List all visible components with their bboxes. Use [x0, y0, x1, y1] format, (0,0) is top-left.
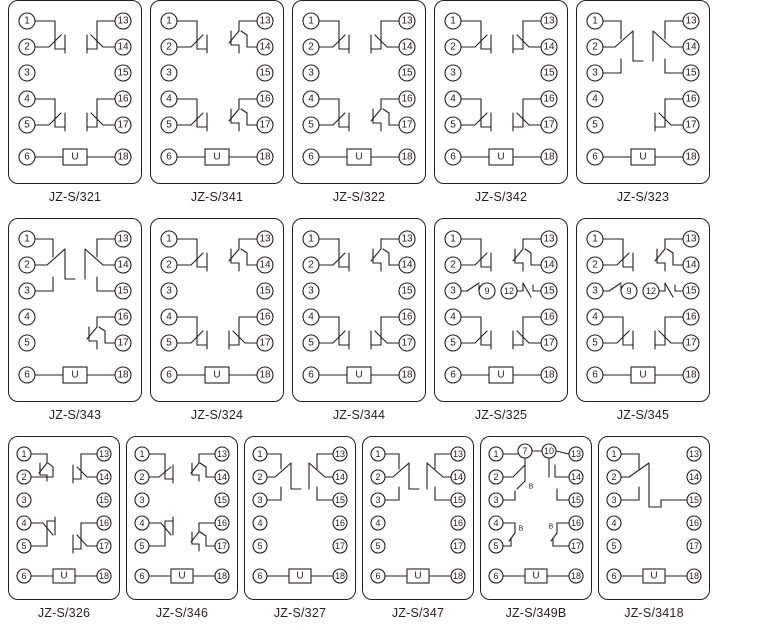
svg-text:14: 14: [117, 259, 129, 271]
svg-text:17: 17: [452, 541, 464, 551]
diagram-caption: JZ-S/346: [155, 606, 209, 620]
svg-text:14: 14: [570, 472, 582, 482]
svg-text:3: 3: [375, 495, 381, 505]
svg-text:14: 14: [216, 472, 228, 482]
svg-text:2: 2: [257, 472, 263, 482]
diagram-row-3: [0, 436, 767, 620]
svg-text:5: 5: [592, 119, 598, 131]
svg-text:17: 17: [259, 119, 271, 131]
svg-text:18: 18: [685, 151, 697, 163]
svg-text:4: 4: [592, 93, 598, 105]
svg-text:6: 6: [166, 151, 172, 163]
svg-text:16: 16: [259, 93, 271, 105]
svg-text:U: U: [355, 151, 363, 163]
svg-text:14: 14: [688, 472, 700, 482]
svg-text:16: 16: [685, 311, 697, 323]
svg-text:16: 16: [452, 518, 464, 528]
diagram-caption: JZ-S/345: [616, 408, 670, 422]
svg-text:B: B: [518, 525, 524, 533]
svg-text:13: 13: [685, 15, 697, 27]
svg-text:2: 2: [24, 41, 30, 53]
diagram-cell: [150, 218, 284, 422]
svg-text:1: 1: [375, 449, 381, 459]
diagram-panel: [150, 0, 284, 184]
svg-text:4: 4: [375, 518, 381, 528]
svg-text:1: 1: [611, 449, 617, 459]
diagram-panel: [292, 0, 426, 184]
svg-text:14: 14: [543, 41, 555, 53]
svg-text:U: U: [414, 570, 422, 582]
diagram-panel: [576, 218, 710, 402]
svg-text:10: 10: [543, 446, 555, 456]
svg-text:9: 9: [484, 286, 490, 296]
svg-text:15: 15: [570, 495, 582, 505]
svg-text:4: 4: [493, 518, 499, 528]
svg-text:13: 13: [543, 233, 555, 245]
diagram-caption: JZ-S/323: [616, 190, 670, 204]
diagram-caption: JZ-S/347: [391, 606, 445, 620]
svg-text:2: 2: [21, 472, 27, 482]
svg-text:6: 6: [592, 369, 598, 381]
svg-text:3: 3: [24, 285, 30, 297]
svg-text:14: 14: [259, 259, 271, 271]
svg-text:5: 5: [611, 541, 617, 551]
svg-text:6: 6: [450, 369, 456, 381]
svg-text:18: 18: [259, 151, 271, 163]
svg-text:6: 6: [308, 151, 314, 163]
svg-text:3: 3: [308, 67, 314, 79]
svg-text:13: 13: [259, 15, 271, 27]
svg-text:4: 4: [139, 518, 145, 528]
svg-text:16: 16: [98, 518, 110, 528]
svg-text:U: U: [639, 151, 647, 163]
svg-text:5: 5: [308, 337, 314, 349]
svg-text:17: 17: [117, 119, 129, 131]
svg-text:1: 1: [450, 15, 456, 27]
svg-text:18: 18: [401, 151, 413, 163]
svg-text:7: 7: [522, 446, 528, 456]
svg-text:17: 17: [570, 541, 582, 551]
svg-text:1: 1: [257, 449, 263, 459]
svg-text:14: 14: [543, 259, 555, 271]
svg-text:6: 6: [308, 369, 314, 381]
svg-text:2: 2: [592, 41, 598, 53]
diagram-caption: JZ-S/343: [48, 408, 102, 422]
svg-text:3: 3: [166, 67, 172, 79]
svg-text:13: 13: [334, 449, 346, 459]
svg-text:15: 15: [401, 285, 413, 297]
svg-text:U: U: [71, 369, 79, 381]
svg-text:5: 5: [24, 119, 30, 131]
diagram-row-1: [0, 0, 767, 204]
diagram-cell: [8, 218, 142, 422]
svg-text:16: 16: [117, 311, 129, 323]
svg-text:4: 4: [450, 93, 456, 105]
svg-text:17: 17: [98, 541, 110, 551]
svg-text:6: 6: [139, 571, 145, 581]
diagram-cell: [292, 0, 426, 204]
diagram-panel: [598, 436, 710, 600]
diagram-cell: [434, 0, 568, 204]
svg-text:4: 4: [611, 518, 617, 528]
svg-text:16: 16: [401, 311, 413, 323]
svg-text:2: 2: [166, 41, 172, 53]
diagram-panel: [8, 218, 142, 402]
svg-text:1: 1: [166, 15, 172, 27]
svg-text:13: 13: [685, 233, 697, 245]
diagram-panel: [576, 0, 710, 184]
svg-text:4: 4: [24, 311, 30, 323]
svg-text:U: U: [178, 570, 186, 582]
svg-text:6: 6: [166, 369, 172, 381]
svg-text:U: U: [532, 570, 540, 582]
svg-text:3: 3: [308, 285, 314, 297]
svg-text:6: 6: [257, 571, 263, 581]
diagram-caption: JZ-S/341: [190, 190, 244, 204]
svg-text:2: 2: [308, 259, 314, 271]
svg-text:15: 15: [98, 495, 110, 505]
svg-text:17: 17: [685, 337, 697, 349]
svg-text:1: 1: [24, 15, 30, 27]
svg-text:2: 2: [450, 259, 456, 271]
svg-text:1: 1: [493, 449, 499, 459]
svg-text:4: 4: [21, 518, 27, 528]
diagram-caption: JZ-S/344: [332, 408, 386, 422]
svg-text:15: 15: [401, 67, 413, 79]
svg-text:4: 4: [166, 93, 172, 105]
diagram-cell: [480, 436, 592, 620]
svg-text:16: 16: [401, 93, 413, 105]
diagram-cell: [8, 436, 120, 620]
svg-text:3: 3: [493, 495, 499, 505]
svg-text:1: 1: [21, 449, 27, 459]
svg-text:18: 18: [543, 151, 555, 163]
svg-text:13: 13: [401, 233, 413, 245]
svg-text:15: 15: [543, 285, 555, 297]
svg-text:B: B: [528, 483, 534, 491]
svg-text:4: 4: [308, 311, 314, 323]
svg-text:U: U: [650, 570, 658, 582]
svg-text:14: 14: [117, 41, 129, 53]
svg-text:14: 14: [334, 472, 346, 482]
diagram-panel: [244, 436, 356, 600]
svg-text:16: 16: [688, 518, 700, 528]
svg-text:5: 5: [450, 119, 456, 131]
diagram-panel: [8, 436, 120, 600]
svg-text:18: 18: [401, 369, 413, 381]
diagram-cell: [292, 218, 426, 422]
svg-text:17: 17: [543, 337, 555, 349]
svg-text:18: 18: [688, 571, 700, 581]
svg-text:14: 14: [98, 472, 110, 482]
svg-text:U: U: [355, 369, 363, 381]
svg-text:15: 15: [117, 285, 129, 297]
svg-text:5: 5: [493, 541, 499, 551]
svg-text:U: U: [497, 151, 505, 163]
svg-text:1: 1: [450, 233, 456, 245]
diagram-cell: [434, 218, 568, 422]
svg-text:2: 2: [450, 41, 456, 53]
diagram-cell: [598, 436, 710, 620]
svg-text:13: 13: [570, 449, 582, 459]
svg-text:17: 17: [688, 541, 700, 551]
diagram-panel: [362, 436, 474, 600]
svg-text:1: 1: [139, 449, 145, 459]
svg-text:4: 4: [450, 311, 456, 323]
svg-text:15: 15: [117, 67, 129, 79]
svg-text:15: 15: [685, 285, 697, 297]
svg-text:15: 15: [452, 495, 464, 505]
svg-text:18: 18: [259, 369, 271, 381]
svg-text:17: 17: [685, 119, 697, 131]
svg-text:14: 14: [452, 472, 464, 482]
diagram-caption: JZ-S/326: [37, 606, 91, 620]
svg-text:13: 13: [401, 15, 413, 27]
svg-text:14: 14: [685, 259, 697, 271]
diagram-caption: JZ-S/342: [474, 190, 528, 204]
svg-text:1: 1: [24, 233, 30, 245]
diagram-cell: [126, 436, 238, 620]
svg-text:18: 18: [98, 571, 110, 581]
svg-text:2: 2: [375, 472, 381, 482]
svg-text:5: 5: [257, 541, 263, 551]
svg-text:16: 16: [543, 311, 555, 323]
svg-text:18: 18: [543, 369, 555, 381]
svg-text:16: 16: [334, 518, 346, 528]
diagram-cell: [576, 218, 710, 422]
svg-text:17: 17: [543, 119, 555, 131]
svg-text:1: 1: [592, 233, 598, 245]
svg-text:18: 18: [452, 571, 464, 581]
svg-text:6: 6: [375, 571, 381, 581]
svg-text:5: 5: [139, 541, 145, 551]
diagram-caption: JZ-S/322: [332, 190, 386, 204]
svg-text:13: 13: [688, 449, 700, 459]
svg-text:5: 5: [308, 119, 314, 131]
svg-text:18: 18: [216, 571, 228, 581]
svg-text:3: 3: [611, 495, 617, 505]
svg-text:1: 1: [166, 233, 172, 245]
svg-text:1: 1: [592, 15, 598, 27]
svg-text:4: 4: [308, 93, 314, 105]
svg-text:13: 13: [98, 449, 110, 459]
svg-text:13: 13: [452, 449, 464, 459]
diagram-caption: JZ-S/349B: [505, 606, 567, 620]
svg-text:U: U: [296, 570, 304, 582]
svg-text:U: U: [71, 151, 79, 163]
svg-text:6: 6: [592, 151, 598, 163]
svg-text:18: 18: [117, 151, 129, 163]
svg-text:15: 15: [259, 67, 271, 79]
diagram-caption: JZ-S/327: [273, 606, 327, 620]
svg-text:16: 16: [216, 518, 228, 528]
svg-text:5: 5: [592, 337, 598, 349]
diagram-panel: [434, 0, 568, 184]
svg-text:17: 17: [259, 337, 271, 349]
svg-text:9: 9: [626, 286, 632, 296]
svg-text:15: 15: [543, 67, 555, 79]
svg-text:U: U: [639, 369, 647, 381]
svg-text:U: U: [60, 570, 68, 582]
diagram-panel: [8, 0, 142, 184]
svg-text:15: 15: [259, 285, 271, 297]
svg-text:18: 18: [334, 571, 346, 581]
svg-text:3: 3: [21, 495, 27, 505]
svg-text:2: 2: [139, 472, 145, 482]
diagram-caption: JZ-S/324: [190, 408, 244, 422]
svg-text:14: 14: [401, 41, 413, 53]
svg-text:16: 16: [543, 93, 555, 105]
diagram-caption: JZ-S/3418: [624, 606, 684, 620]
svg-text:5: 5: [450, 337, 456, 349]
svg-text:4: 4: [166, 311, 172, 323]
svg-text:2: 2: [592, 259, 598, 271]
svg-text:14: 14: [259, 41, 271, 53]
svg-text:3: 3: [592, 67, 598, 79]
svg-text:2: 2: [611, 472, 617, 482]
svg-text:6: 6: [21, 571, 27, 581]
svg-text:13: 13: [259, 233, 271, 245]
diagram-cell: [362, 436, 474, 620]
svg-text:13: 13: [216, 449, 228, 459]
svg-text:3: 3: [139, 495, 145, 505]
diagram-cell: [244, 436, 356, 620]
diagram-caption: JZ-S/325: [474, 408, 528, 422]
svg-text:6: 6: [24, 369, 30, 381]
svg-text:16: 16: [259, 311, 271, 323]
diagram-panel: [434, 218, 568, 402]
diagram-caption: JZ-S/321: [48, 190, 102, 204]
svg-text:1: 1: [308, 15, 314, 27]
svg-text:14: 14: [401, 259, 413, 271]
svg-text:15: 15: [685, 67, 697, 79]
svg-text:3: 3: [24, 67, 30, 79]
svg-text:3: 3: [592, 285, 598, 297]
svg-text:17: 17: [334, 541, 346, 551]
svg-text:1: 1: [308, 233, 314, 245]
svg-text:3: 3: [257, 495, 263, 505]
svg-text:12: 12: [503, 286, 515, 296]
diagram-cell: [576, 0, 710, 204]
svg-text:3: 3: [450, 285, 456, 297]
svg-text:4: 4: [24, 93, 30, 105]
svg-text:5: 5: [24, 337, 30, 349]
svg-text:2: 2: [166, 259, 172, 271]
svg-text:17: 17: [117, 337, 129, 349]
diagram-cell: [150, 0, 284, 204]
svg-text:18: 18: [117, 369, 129, 381]
svg-text:5: 5: [166, 119, 172, 131]
svg-text:4: 4: [592, 311, 598, 323]
svg-text:5: 5: [375, 541, 381, 551]
svg-text:U: U: [497, 369, 505, 381]
svg-text:2: 2: [493, 472, 499, 482]
svg-text:18: 18: [570, 571, 582, 581]
svg-text:6: 6: [611, 571, 617, 581]
svg-text:17: 17: [216, 541, 228, 551]
svg-text:5: 5: [21, 541, 27, 551]
diagram-panel: [480, 436, 592, 600]
svg-text:6: 6: [493, 571, 499, 581]
svg-text:U: U: [213, 369, 221, 381]
svg-text:5: 5: [166, 337, 172, 349]
svg-text:18: 18: [685, 369, 697, 381]
svg-text:U: U: [213, 151, 221, 163]
diagram-row-2: [0, 218, 767, 422]
svg-text:B: B: [548, 523, 554, 531]
svg-text:14: 14: [685, 41, 697, 53]
svg-text:3: 3: [450, 67, 456, 79]
svg-text:6: 6: [450, 151, 456, 163]
svg-text:15: 15: [688, 495, 700, 505]
svg-text:16: 16: [570, 518, 582, 528]
svg-text:2: 2: [24, 259, 30, 271]
svg-text:13: 13: [117, 233, 129, 245]
svg-text:15: 15: [216, 495, 228, 505]
diagram-cell: [8, 0, 142, 204]
svg-text:16: 16: [117, 93, 129, 105]
diagram-panel: [126, 436, 238, 600]
svg-text:16: 16: [685, 93, 697, 105]
svg-text:17: 17: [401, 337, 413, 349]
svg-text:13: 13: [117, 15, 129, 27]
svg-text:15: 15: [334, 495, 346, 505]
diagram-panel: [150, 218, 284, 402]
svg-text:12: 12: [645, 286, 657, 296]
svg-text:3: 3: [166, 285, 172, 297]
svg-text:4: 4: [257, 518, 263, 528]
svg-text:13: 13: [543, 15, 555, 27]
diagram-panel: [292, 218, 426, 402]
svg-text:17: 17: [401, 119, 413, 131]
svg-text:6: 6: [24, 151, 30, 163]
svg-text:2: 2: [308, 41, 314, 53]
